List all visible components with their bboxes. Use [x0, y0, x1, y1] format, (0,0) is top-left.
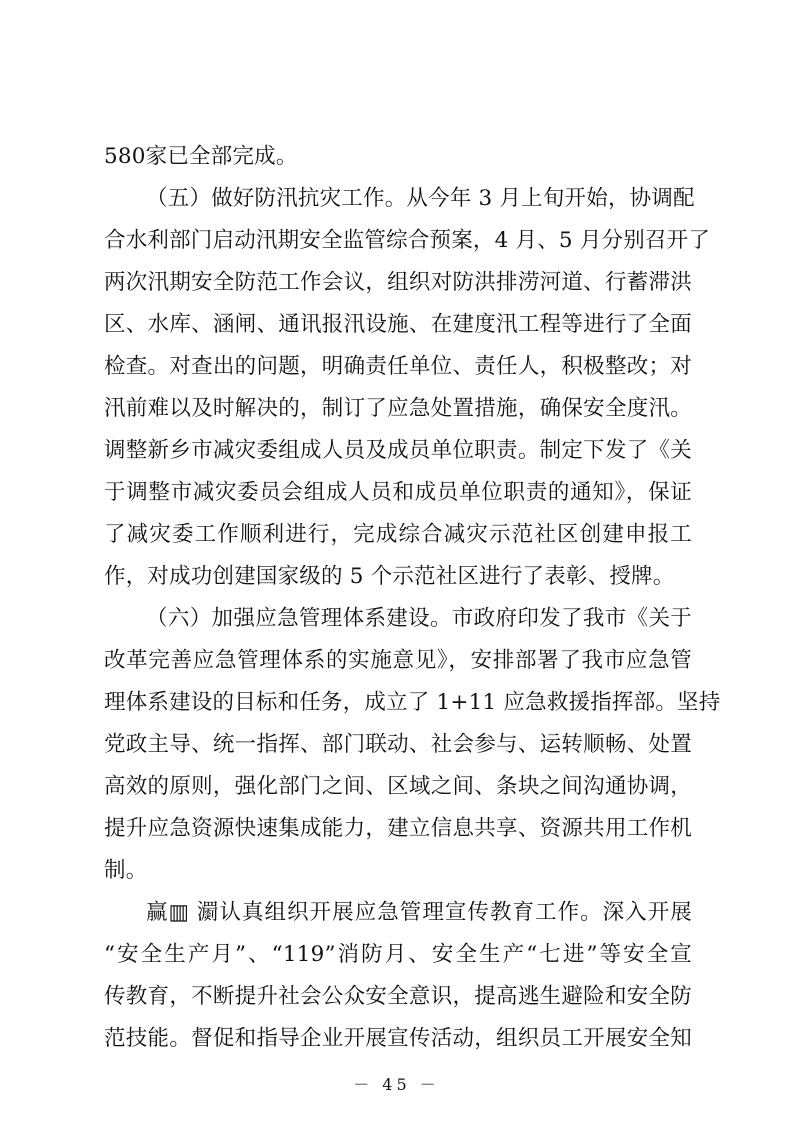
text-line-11: 作，对成功创建国家级的 5 个示范社区进行了表彰、授牌。 — [104, 564, 675, 589]
text-line-2: （五）做好防汛抗灾工作。从今年 3 月上旬开始，协调配 — [146, 186, 695, 211]
text-line-10: 了减灾委工作顺利进行，完成综合减灾示范社区创建申报工 — [104, 522, 692, 547]
text-line-18: 制。 — [104, 858, 148, 883]
text-line-1: 580家已全部完成。 — [104, 144, 298, 169]
text-line-19: 赢▥ 瀱认真组织开展应急管理宣传教育工作。深入开展 — [146, 900, 692, 925]
text-line-7: 汛前难以及时解决的，制订了应急处置措施，确保安全度汛。 — [104, 396, 692, 421]
text-line-20: “安全生产月”、“119”消防月、安全生产“七进”等安全宣 — [104, 942, 692, 967]
text-line-16: 高效的原则，强化部门之间、区域之间、条块之间沟通协调， — [104, 774, 692, 799]
text-line-9: 于调整市减灾委员会组成人员和成员单位职责的通知》，保证 — [104, 480, 692, 505]
text-line-21: 传教育，不断提升社会公众安全意识，提高逃生避险和安全防 — [104, 984, 692, 1009]
text-line-12: （六）加强应急管理体系建设。市政府印发了我市《关于 — [146, 606, 692, 631]
text-line-22: 范技能。督促和指导企业开展宣传活动，组织员工开展安全知 — [104, 1026, 692, 1051]
text-line-5: 区、水库、涵闸、通讯报汛设施、在建度汛工程等进行了全面 — [104, 312, 692, 337]
text-line-14: 理体系建设的目标和任务，成立了 1+11 应急救援指挥部。坚持 — [104, 690, 721, 715]
text-line-17: 提升应急资源快速集成能力，建立信息共享、资源共用工作机 — [104, 816, 692, 841]
text-line-15: 党政主导、统一指挥、部门联动、社会参与、运转顺畅、处置 — [104, 732, 692, 757]
page-number: － 45 － — [353, 1075, 440, 1094]
text-line-3: 合水利部门启动汛期安全监管综合预案，4 月、5 月分别召开了 — [104, 228, 711, 253]
text-line-8: 调整新乡市减灾委组成人员及成员单位职责。制定下发了《关 — [104, 438, 692, 463]
text-line-6: 检查。对查出的问题，明确责任单位、责任人，积极整改；对 — [104, 354, 692, 379]
text-line-13: 改革完善应急管理体系的实施意见》，安排部署了我市应急管 — [104, 648, 692, 673]
text-line-4: 两次汛期安全防范工作会议，组织对防洪排涝河道、行蓄滞洪 — [104, 270, 692, 295]
